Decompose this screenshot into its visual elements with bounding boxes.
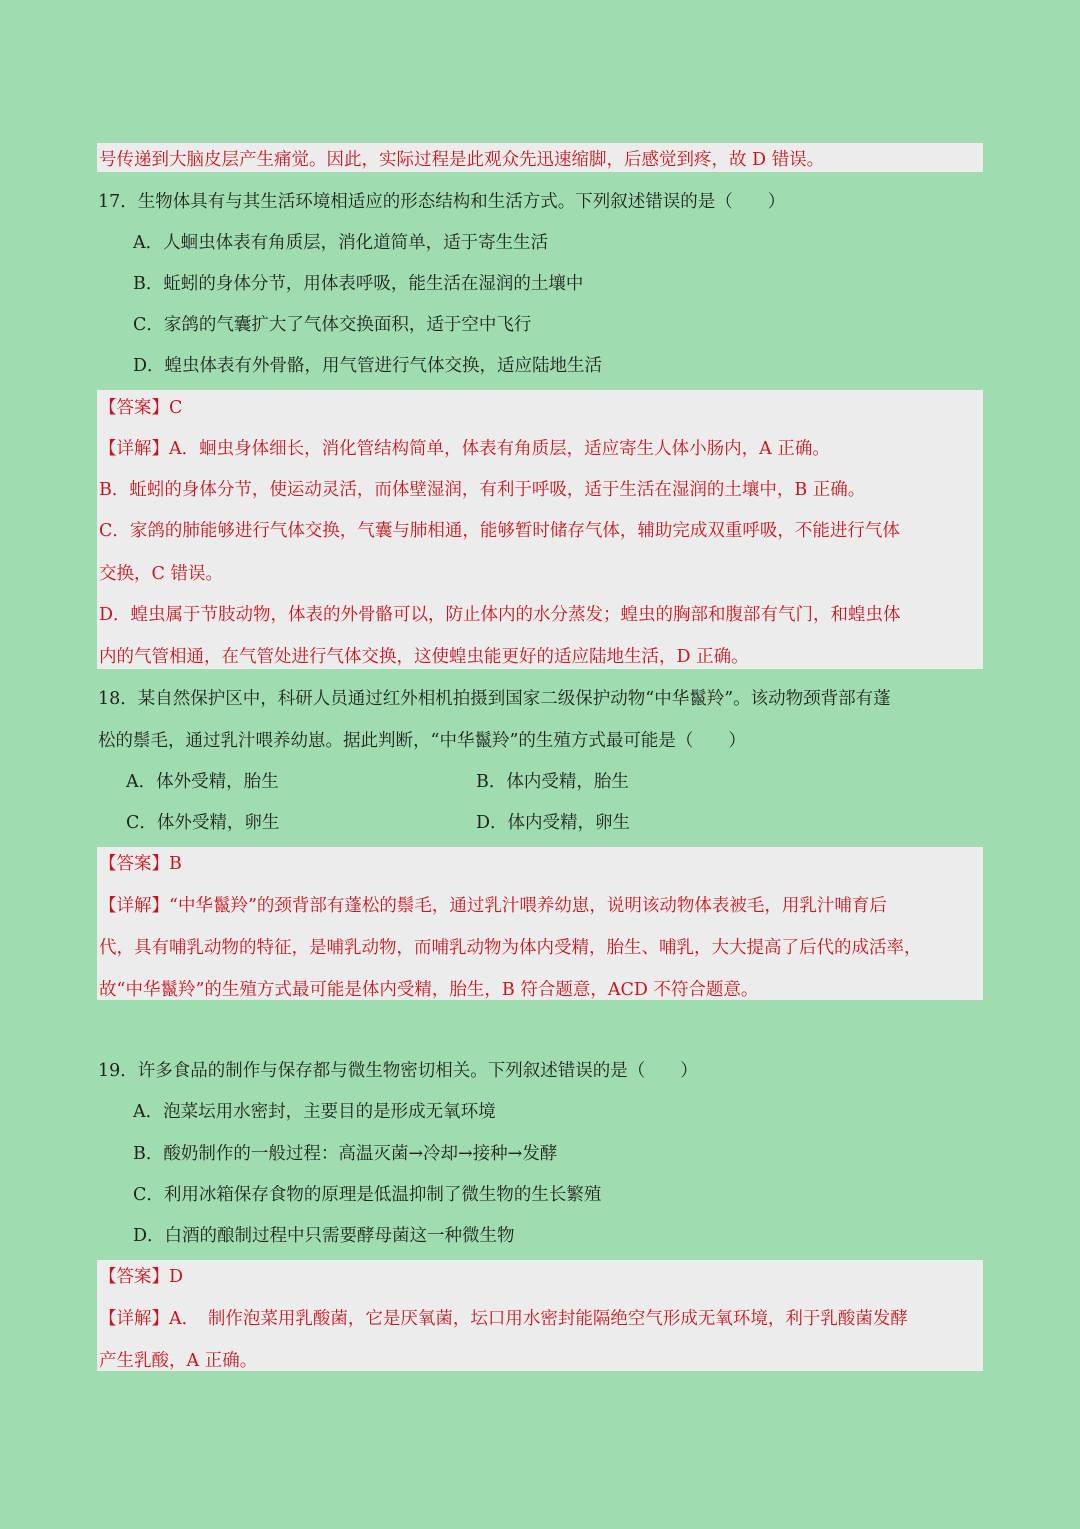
question-17-stem: 17．生物体具有与其生活环境相适应的形态结构和生活方式。下列叙述错误的是（ ）	[98, 192, 786, 212]
question-19-answer: 【答案】D	[99, 1267, 184, 1287]
question-18-stem: 松的鬃毛，通过乳汁喂养幼崽。据此判断，“中华鬣羚”的生殖方式最可能是（ ）	[98, 731, 746, 751]
question-18-option-a: A．体外受精，胎生	[126, 772, 279, 792]
question-17-option-c: C．家鸽的气囊扩大了气体交换面积，适于空中飞行	[133, 315, 532, 335]
question-19-explanation: 【详解】A． 制作泡菜用乳酸菌，它是厌氧菌，坛口用水密封能隔绝空气形成无氧环境，利于乳酸菌发酵	[99, 1309, 908, 1329]
question-18-answer: 【答案】B	[99, 854, 182, 874]
question-17-option-a: A．人蛔虫体表有角质层，消化道简单，适于寄生生活	[133, 233, 549, 253]
question-18-option-b: B．体内受精，胎生	[476, 772, 629, 792]
question-18-explanation: 【详解】“中华鬣羚”的颈背部有蓬松的鬃毛，通过乳汁喂养幼崽，说明该动物体表被毛，用乳汁哺育后	[99, 896, 887, 916]
question-18-stem: 18．某自然保护区中，科研人员通过红外相机拍摄到国家二级保护动物“中华鬣羚”。该动物颈背部有蓬	[98, 689, 891, 709]
question-17-answer: 【答案】C	[99, 398, 183, 418]
question-18-option-c: C．体外受精，卵生	[126, 813, 280, 833]
question-18-option-d: D．体内受精，卵生	[476, 813, 631, 833]
question-17-explanation: 内的气管相通，在气管处进行气体交换，这使蝗虫能更好的适应陆地生活，D 正确。	[99, 647, 749, 667]
question-17-explanation: B．蚯蚓的身体分节，使运动灵活，而体壁湿润，有利于呼吸，适于生活在湿润的土壤中，B 正确。	[99, 480, 866, 500]
question-19-option-c: C．利用冰箱保存食物的原理是低温抑制了微生物的生长繁殖	[133, 1185, 602, 1205]
question-17-explanation: D．蝗虫属于节肢动物，体表的外骨骼可以，防止体内的水分蒸发；蝗虫的胸部和腹部有气门，和蝗虫体	[99, 605, 901, 625]
question-17-explanation: C．家鸽的肺能够进行气体交换，气囊与肺相通，能够暂时储存气体，辅助完成双重呼吸，不能进行气体	[99, 521, 900, 541]
question-18-explanation: 代，具有哺乳动物的特征，是哺乳动物，而哺乳动物为体内受精，胎生、哺乳，大大提高了后代的成活率，	[99, 938, 922, 958]
question-18-explanation: 故“中华鬣羚”的生殖方式最可能是体内受精，胎生，B 符合题意，ACD 不符合题意。	[99, 980, 759, 1000]
question-17-explanation: 交换，C 错误。	[99, 564, 223, 584]
question-17-explanation: 【详解】A．蛔虫身体细长，消化管结构简单，体表有角质层，适应寄生人体小肠内，A 正确。	[99, 439, 830, 459]
question-19-option-a: A．泡菜坛用水密封，主要目的是形成无氧环境	[133, 1102, 496, 1122]
question-19-option-d: D．白酒的酿制过程中只需要酵母菌这一种微生物	[133, 1226, 515, 1246]
question-19-stem: 19．许多食品的制作与保存都与微生物密切相关。下列叙述错误的是（ ）	[98, 1061, 698, 1081]
question-17-option-b: B．蚯蚓的身体分节，用体表呼吸，能生活在湿润的土壤中	[133, 274, 584, 294]
explanation-line: 号传递到大脑皮层产生痛觉。因此，实际过程是此观众先迅速缩脚，后感觉到疼，故 D 错误。	[99, 150, 825, 170]
question-19-explanation: 产生乳酸，A 正确。	[99, 1351, 258, 1371]
question-19-option-b: B．酸奶制作的一般过程：高温灭菌→冷却→接种→发酵	[133, 1144, 558, 1164]
question-17-option-d: D．蝗虫体表有外骨骼，用气管进行气体交换，适应陆地生活	[133, 356, 603, 376]
